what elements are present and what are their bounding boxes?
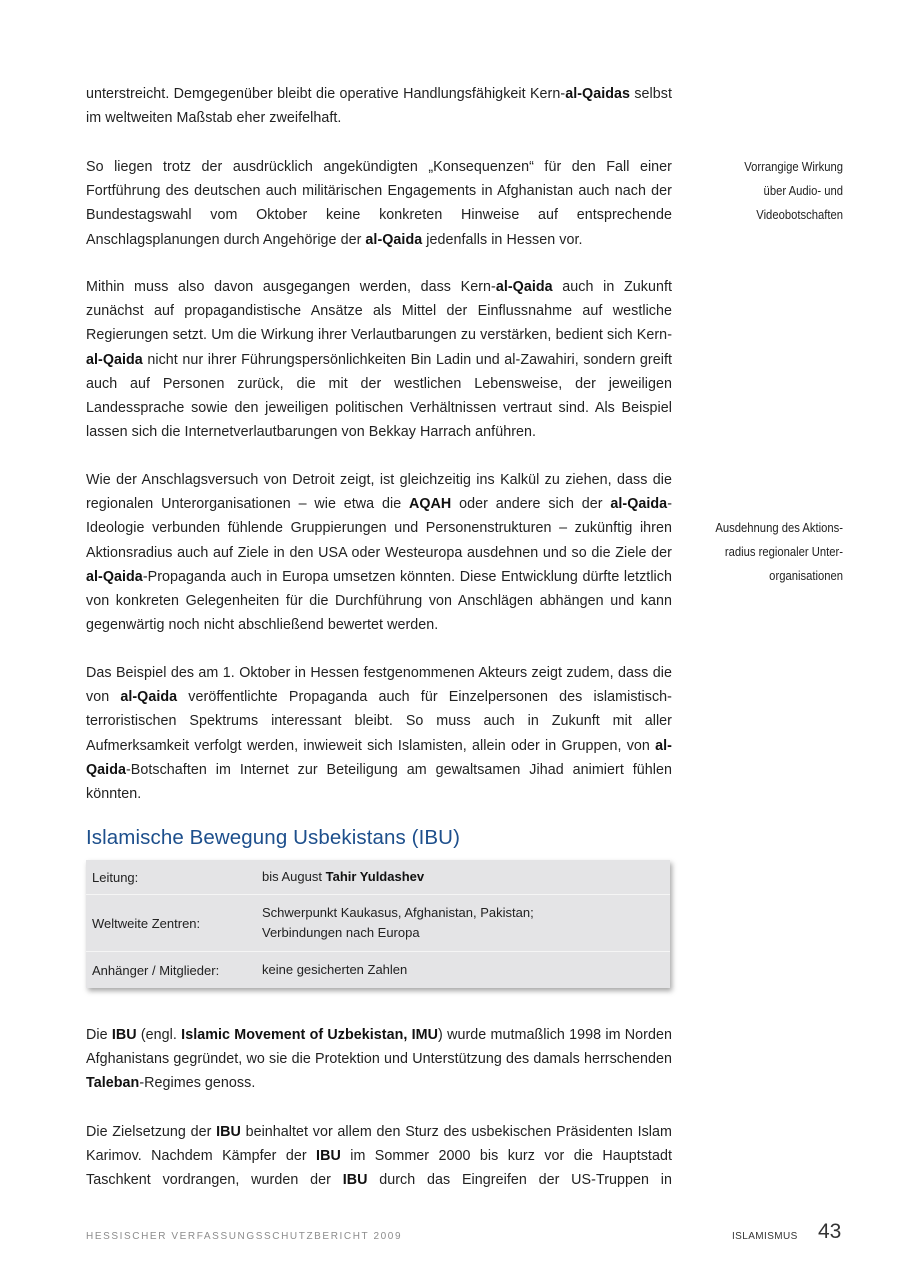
info-label: Weltweite Zentren: [92, 915, 201, 931]
paragraph-5: Das Beispiel des am 1. Oktober in Hessen festgenommenen Akteurs zeigt zudem, dass die von al-Qaida veröffentlichte Propaganda auch für Einzelpersonen des islamistisch-terroristischen Spektrums interessant bleibt. So muss auch in Zukunft mit aller Aufmerksamkeit verfolgt werden, inwieweit sich Islamisten, allein oder in Gruppen, von al-Qaida-Botschaften im Internet zur Beteiligung am gewaltsamen Jihad animiert fühlen könnten. [86, 665, 672, 803]
info-box [86, 860, 670, 988]
section-heading: Islamische Bewegung Usbekistans (IBU) [86, 826, 460, 849]
margin-note-wirkung: Vorrangige Wirkung über Audio- und Videobotschaften [744, 160, 843, 223]
info-row-anhaenger [86, 952, 670, 988]
footer-report-title: HESSISCHER VERFASSUNGSSCHUTZBERICHT 2009 [86, 1231, 403, 1242]
paragraph-4: Wie der Anschlagsversuch von Detroit zeigt, ist gleichzeitig ins Kalkül zu ziehen, dass die regionalen Unterorganisationen – wie etwa die AQAH oder andere sich der al-Qaida-Ideologie verbunden fühlende Gruppierungen und Personenstrukturen – zukünftig ihren Aktionsradius auch auf Ziele in den USA oder Westeuropa ausdehnen und so die Ziele der al-Qaida-Propaganda auch in Europa umsetzen könnten. Diese Entwicklung dürfte letztlich von konkreten Gelegenheiten für die Durchführung von Anschlägen abhängen und kann gegenwärtig noch nicht abschließend bewertet werden. [86, 472, 672, 634]
info-value: Schwerpunkt Kaukasus, Afghanistan, Pakistan; Verbindungen nach Europa [262, 905, 534, 940]
info-label: Leitung: [92, 869, 139, 885]
page-number: 43 [818, 1220, 842, 1243]
info-value: keine gesicherten Zahlen [262, 962, 408, 977]
paragraph-7: Die Zielsetzung der IBU beinhaltet vor allem den Sturz des usbekischen Präsidenten Islam Karimov. Nachdem Kämpfer der IBU im Sommer 2000 bis kurz vor die Hauptstadt Taschkent vordrangen, wurden der IBU durch das Eingreifen der US-Truppen in [86, 1124, 672, 1189]
info-row-leitung [86, 860, 670, 895]
paragraph-6: Die IBU (engl. Islamic Movement of Uzbekistan, IMU) wurde mutmaßlich 1998 im Norden Afghanistans gegründet, wo sie die Protektion und Unterstützung des damals herrschenden Taleban-Regimes genoss. [86, 1027, 672, 1092]
margin-note-ausdehnung: Ausdehnung des Aktions- radius regionaler Unter- organisationen [715, 521, 843, 584]
paragraph-3: Mithin muss also davon ausgegangen werden, dass Kern-al-Qaida auch in Zukunft zunächst auf propagandistische Ansätze als Mittel der Einflussnahme auf westliche Regierungen setzt. Um die Wirkung ihrer Verlautbarungen zu verstärken, bedient sich Kern-al-Qaida nicht nur ihrer Führungspersönlichkeiten Bin Ladin und al-Zawahiri, sondern greift auch auf Personen zurück, die mit der westlichen Lebensweise, der jeweiligen Landessprache sowie den jeweiligen politischen Verhältnissen vertraut sind. Als Beispiel lassen sich die Internetverlautbarungen von Bekkay Harrach anführen. [86, 279, 672, 441]
paragraph-2: So liegen trotz der ausdrücklich angekündigten „Konsequenzen“ für den Fall einer Fortführung des deutschen auch militärischen Engagements in Afghanistan auch nach der Bundestagswahl vom Oktober keine konkreten Hinweise auf entsprechende Anschlagsplanungen durch Angehörige der al-Qaida jedenfalls in Hessen vor. [86, 159, 672, 248]
info-row-zentren [86, 895, 670, 952]
paragraph-1: unterstreicht. Demgegenüber bleibt die operative Handlungsfähigkeit Kern-al-Qaidas selbst im weltweiten Maßstab eher zweifelhaft. [86, 86, 672, 127]
info-value: bis August Tahir Yuldashev [262, 869, 425, 884]
footer-section-name: ISLAMISMUS [732, 1231, 798, 1242]
info-label: Anhänger / Mitglieder: [92, 962, 220, 978]
